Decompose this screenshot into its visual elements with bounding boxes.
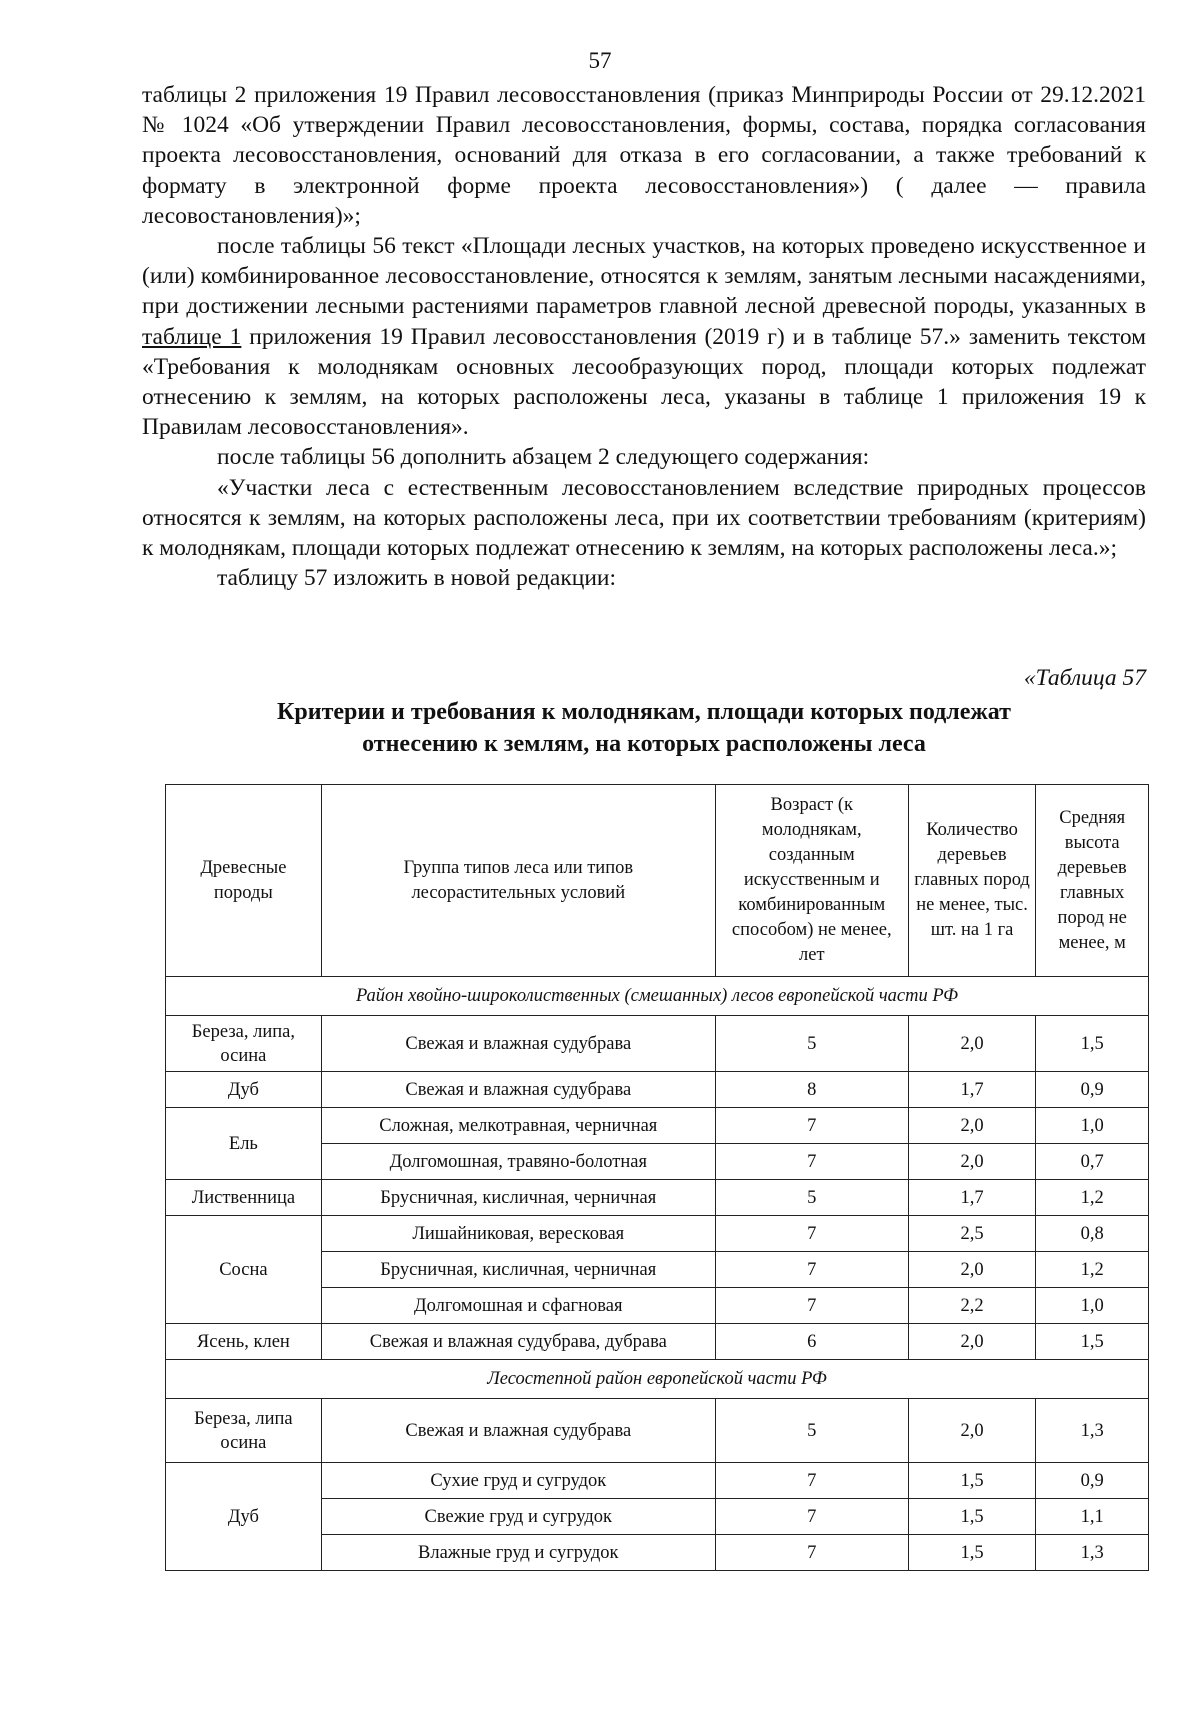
table-title	[142, 696, 1146, 760]
table-row	[166, 1016, 1149, 1072]
group-cell: Долгомошная и сфагновая	[321, 1288, 715, 1324]
group-cell: Сухие груд и сугрудок	[321, 1463, 715, 1499]
height-cell: 1,3	[1036, 1399, 1149, 1463]
table-1-link[interactable]: таблице 1	[142, 323, 242, 350]
age-cell: 7	[715, 1252, 908, 1288]
group-cell: Влажные груд и сугрудок	[321, 1535, 715, 1571]
species-cell: Дуб	[166, 1072, 322, 1108]
height-cell: 1,0	[1036, 1288, 1149, 1324]
age-cell: 7	[715, 1499, 908, 1535]
age-cell: 8	[715, 1072, 908, 1108]
table-row	[166, 1399, 1149, 1463]
age-cell: 7	[715, 1288, 908, 1324]
region-heading-1: Район хвойно-широколиственных (смешанных) лесов европейской части РФ	[166, 977, 1149, 1016]
count-cell: 2,0	[908, 1144, 1036, 1180]
age-cell: 5	[715, 1399, 908, 1463]
species-cell: Лиственница	[166, 1180, 322, 1216]
height-cell: 0,9	[1036, 1072, 1149, 1108]
table-row	[166, 1108, 1149, 1144]
group-cell: Долгомошная, травяно-болотная	[321, 1144, 715, 1180]
header-species: Древесные породы	[166, 785, 322, 977]
region-row	[166, 977, 1149, 1016]
age-cell: 5	[715, 1180, 908, 1216]
species-cell: Дуб	[166, 1463, 322, 1571]
group-cell: Сложная, мелкотравная, черничная	[321, 1108, 715, 1144]
table-row	[166, 1072, 1149, 1108]
count-cell: 2,2	[908, 1288, 1036, 1324]
species-cell: Ясень, клен	[166, 1324, 322, 1360]
species-cell: Береза, липа, осина	[166, 1016, 322, 1072]
age-cell: 7	[715, 1144, 908, 1180]
species-cell: Сосна	[166, 1216, 322, 1324]
paragraph-2-text-before: после таблицы 56 текст «Площади лесных участков, на которых проведено искусственное и (или) комбинированное лесовосстановление, относятся к землям, занятым лесными насаждениями, при достижении лесными растениями параметров главной лесной древесной породы, указанных в	[142, 233, 1146, 320]
header-age: Возраст (к молоднякам, созданным искусственным и комбинированным способом) не менее, лет	[715, 785, 908, 977]
paragraph-3: после таблицы 56 дополнить абзацем 2 следующего содержания:	[217, 444, 870, 471]
header-average-height: Средняя высота деревьев главных пород не менее, м	[1036, 785, 1149, 977]
group-cell: Свежая и влажная судубрава	[321, 1072, 715, 1108]
height-cell: 1,2	[1036, 1180, 1149, 1216]
paragraph-2	[142, 231, 1146, 442]
count-cell: 2,0	[908, 1324, 1036, 1360]
table-row	[166, 1324, 1149, 1360]
group-cell: Свежие груд и сугрудок	[321, 1499, 715, 1535]
height-cell: 1,0	[1036, 1108, 1149, 1144]
age-cell: 7	[715, 1108, 908, 1144]
count-cell: 2,5	[908, 1216, 1036, 1252]
count-cell: 2,0	[908, 1108, 1036, 1144]
paragraph-1: таблицы 2 приложения 19 Правил лесовосстановления (приказ Минприроды России от 29.12.2021 № 1024 «Об утверждении Правил лесовосстановления, формы, состава, порядка согласования проекта лесовосстановления, оснований для отказа в его согласовании, а также требований к формату в электронной форме проекта лесовосстановления») ( далее — правила лесовостановления)»;	[142, 82, 1146, 229]
group-cell: Свежая и влажная судубрава	[321, 1016, 715, 1072]
paragraph-4: «Участки леса с естественным лесовосстановлением вследствие природных процессов относятся к землям, на которых расположены леса, при их соответствии требованиям (критериям) к молоднякам, площади которых подлежат отнесению к землям, на которых расположены леса.»;	[142, 474, 1146, 562]
count-cell: 1,5	[908, 1535, 1036, 1571]
height-cell: 1,5	[1036, 1016, 1149, 1072]
body-text	[142, 80, 1146, 593]
group-cell: Брусничная, кисличная, черничная	[321, 1180, 715, 1216]
table-title-line-2: отнесению к землям, на которых расположены леса	[362, 731, 926, 757]
count-cell: 1,7	[908, 1180, 1036, 1216]
group-cell: Свежая и влажная судубрава, дубрава	[321, 1324, 715, 1360]
criteria-table	[165, 784, 1149, 1571]
count-cell: 1,7	[908, 1072, 1036, 1108]
count-cell: 1,5	[908, 1463, 1036, 1499]
age-cell: 7	[715, 1535, 908, 1571]
page-number: 57	[588, 48, 612, 73]
header-tree-count: Количество деревьев главных пород не менее, тыс. шт. на 1 га	[908, 785, 1036, 977]
header-forest-type-group: Группа типов леса или типов лесорастительных условий	[321, 785, 715, 977]
table-row	[166, 1463, 1149, 1499]
height-cell: 1,5	[1036, 1324, 1149, 1360]
height-cell: 1,1	[1036, 1499, 1149, 1535]
count-cell: 1,5	[908, 1499, 1036, 1535]
height-cell: 1,3	[1036, 1535, 1149, 1571]
group-cell: Брусничная, кисличная, черничная	[321, 1252, 715, 1288]
species-cell: Ель	[166, 1108, 322, 1180]
table-row	[166, 1180, 1149, 1216]
age-cell: 5	[715, 1016, 908, 1072]
paragraph-5: таблицу 57 изложить в новой редакции:	[217, 565, 617, 592]
table-label: «Таблица 57	[1023, 665, 1146, 691]
table-row	[166, 1216, 1149, 1252]
height-cell: 0,9	[1036, 1463, 1149, 1499]
age-cell: 7	[715, 1216, 908, 1252]
species-cell: Береза, липа осина	[166, 1399, 322, 1463]
age-cell: 7	[715, 1463, 908, 1499]
height-cell: 0,8	[1036, 1216, 1149, 1252]
table-header-row	[166, 785, 1149, 977]
age-cell: 6	[715, 1324, 908, 1360]
table-title-line-1: Критерии и требования к молоднякам, площади которых подлежат	[277, 699, 1011, 725]
group-cell: Свежая и влажная судубрава	[321, 1399, 715, 1463]
group-cell: Лишайниковая, вересковая	[321, 1216, 715, 1252]
region-row	[166, 1360, 1149, 1399]
height-cell: 1,2	[1036, 1252, 1149, 1288]
height-cell: 0,7	[1036, 1144, 1149, 1180]
count-cell: 2,0	[908, 1399, 1036, 1463]
count-cell: 2,0	[908, 1016, 1036, 1072]
region-heading-2: Лесостепной район европейской части РФ	[166, 1360, 1149, 1399]
count-cell: 2,0	[908, 1252, 1036, 1288]
paragraph-2-text-after: приложения 19 Правил лесовосстановления (2019 г) и в таблице 57.» заменить текстом «Требования к молоднякам основных лесообразующих пород, площади которых подлежат отнесению к землям, на которых расположены леса, указаны в таблице 1 приложения 19 к Правилам лесовосстановления».	[142, 323, 1146, 441]
